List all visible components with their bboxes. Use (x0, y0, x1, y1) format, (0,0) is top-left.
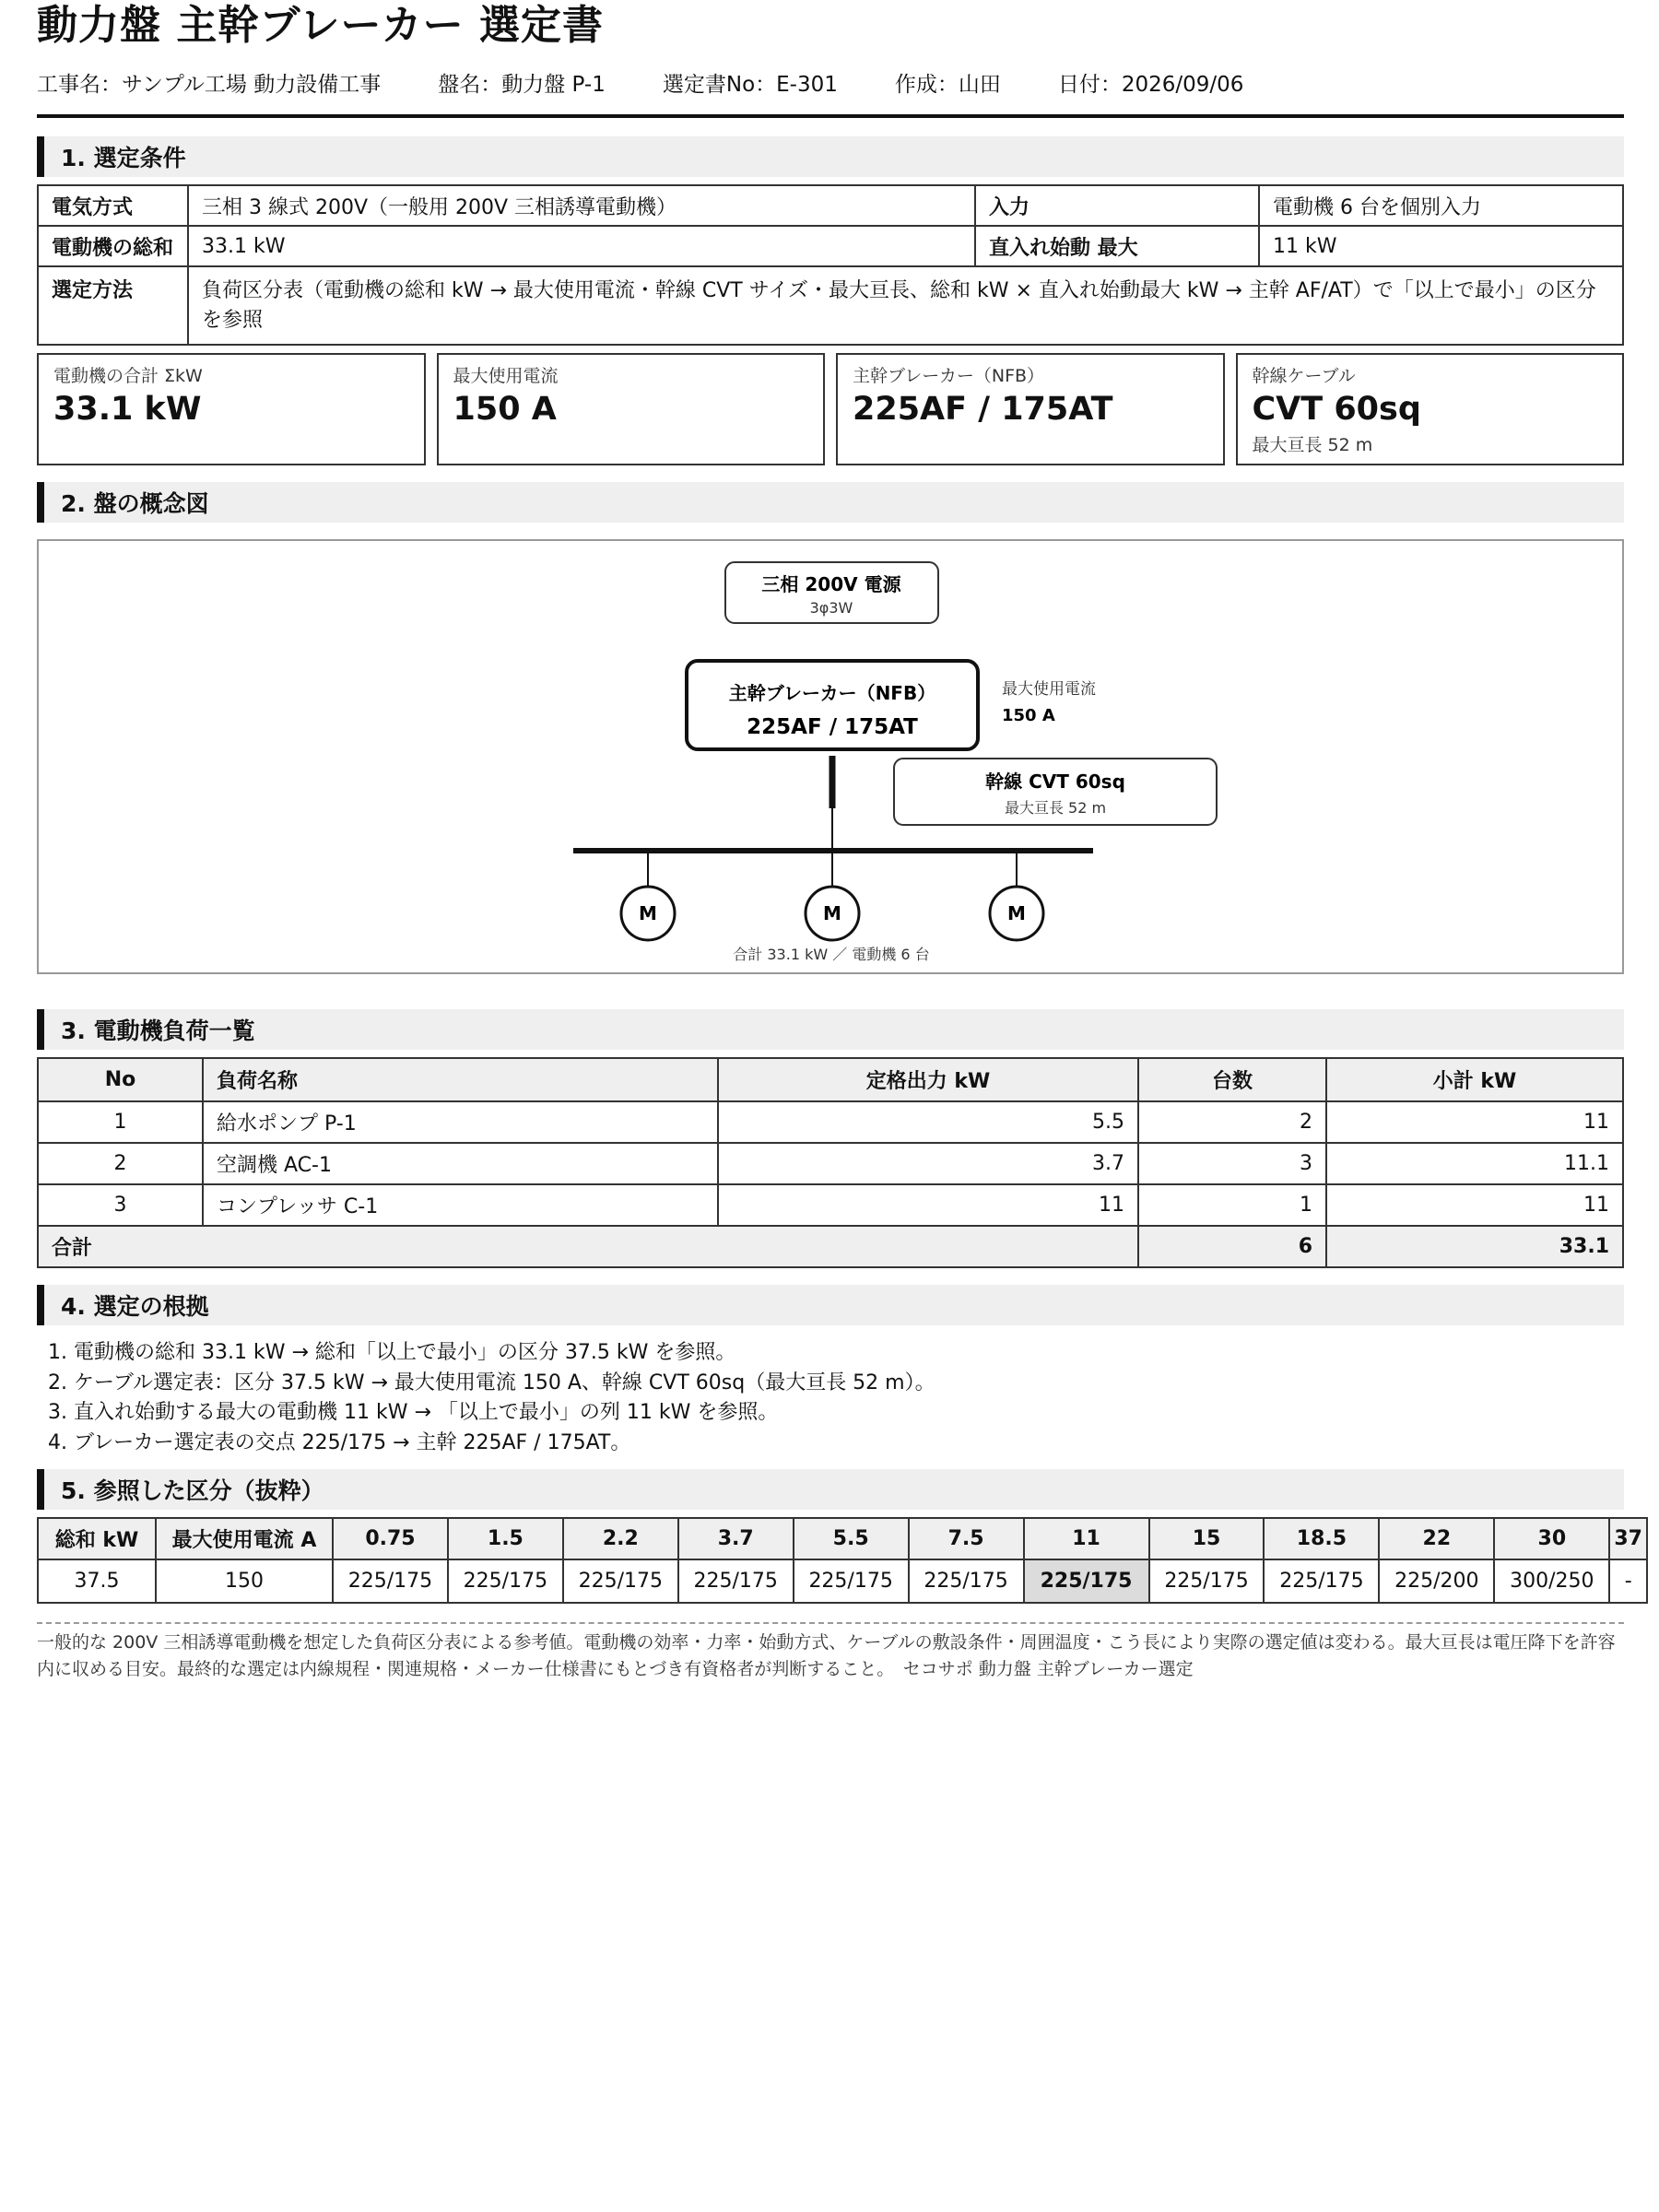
ref-cell: 225/175 (1149, 1559, 1265, 1603)
kpi-value: 225AF / 175AT (853, 391, 1113, 428)
load-table (37, 1057, 1624, 1268)
conditions-row (38, 266, 1623, 345)
main-breaker-title: 主幹ブレーカー（NFB） (728, 682, 936, 704)
table-total-row (38, 1226, 1623, 1267)
ref-cell: 225/200 (1379, 1559, 1494, 1603)
condition-value: 負荷区分表（電動機の総和 kW → 最大使用電流・幹線 CVT サイズ・最大亘長、総和 kW × 直入れ始動最大 kW → 主幹 AF/AT）で「以上で最小」の区分を参照 (188, 266, 1623, 345)
ref-cell-selected: 225/175 (1024, 1559, 1149, 1603)
condition-value: 33.1 kW (188, 226, 975, 266)
table-row (38, 1184, 1623, 1226)
panel-diagram (37, 539, 1624, 974)
motor-label: M (1007, 902, 1026, 924)
ref-cell: 225/175 (909, 1559, 1024, 1603)
ref-cell: 150 (156, 1559, 333, 1603)
condition-value: 三相 3 線式 200V（一般用 200V 三相誘導電動機） (188, 185, 975, 226)
list-item: 3. 直入れ始動する最大の電動機 11 kW → 「以上で最小」の列 11 kW を参照。 (74, 1398, 1624, 1429)
column-header: 最大使用電流 A (156, 1518, 333, 1559)
ref-cell: 225/175 (794, 1559, 909, 1603)
conditions-table (37, 184, 1624, 346)
max-current-value: 150 A (1002, 706, 1055, 725)
column-header: 0.75 (333, 1518, 448, 1559)
kpi-label: 電動機の合計 ΣkW (53, 366, 203, 386)
column-header: 定格出力 kW (718, 1058, 1138, 1101)
cell-no: 1 (38, 1101, 203, 1143)
table-row (38, 1101, 1623, 1143)
condition-value: 電動機 6 台を個別入力 (1259, 185, 1623, 226)
ref-cell: - (1609, 1559, 1647, 1603)
ref-cell: 225/175 (448, 1559, 563, 1603)
meta-author: 作成：山田 (894, 72, 1001, 97)
list-item: 2. ケーブル選定表：区分 37.5 kW → 最大使用電流 150 A、幹線 CVT 60sq（最大亘長 52 m）。 (74, 1369, 1624, 1399)
section-heading-reference: 5. 参照した区分（抜粋） (37, 1469, 1624, 1510)
ref-cell: 225/175 (563, 1559, 678, 1603)
cell-load-name: 空調機 AC-1 (203, 1143, 718, 1184)
kpi-label: 最大使用電流 (453, 366, 559, 386)
cell-subtotal: 11.1 (1326, 1143, 1623, 1184)
kpi-card-trunk-cable (1236, 353, 1625, 465)
column-header: 11 (1024, 1518, 1149, 1559)
condition-label: 入力 (975, 185, 1259, 226)
ref-cell: 300/250 (1494, 1559, 1609, 1603)
section-heading-diagram: 2. 盤の概念図 (37, 482, 1624, 523)
load-table-header (38, 1058, 1623, 1101)
total-label: 合計 (38, 1226, 1138, 1267)
reference-header-row (38, 1518, 1647, 1559)
cell-load-name: 給水ポンプ P-1 (203, 1101, 718, 1143)
column-header: 3.7 (678, 1518, 794, 1559)
document-title: 動力盤 主幹ブレーカー 選定書 (37, 2, 604, 49)
column-header: 1.5 (448, 1518, 563, 1559)
max-current-label: 最大使用電流 (1002, 680, 1096, 699)
condition-label: 電気方式 (38, 185, 188, 226)
kpi-label: 主幹ブレーカー（NFB） (853, 366, 1045, 386)
table-row (38, 1143, 1623, 1184)
column-header: 15 (1149, 1518, 1265, 1559)
condition-label: 選定方法 (38, 266, 188, 345)
column-header: 5.5 (794, 1518, 909, 1559)
document-page (37, 0, 1642, 1683)
ref-cell: 225/175 (333, 1559, 448, 1603)
list-item: 1. 電動機の総和 33.1 kW → 総和「以上で最小」の区分 37.5 kW を参照。 (74, 1338, 1624, 1369)
column-header: 18.5 (1264, 1518, 1379, 1559)
column-header: 37 (1609, 1518, 1647, 1559)
diagram-caption: 合計 33.1 kW ／ 電動機 6 台 (733, 946, 930, 963)
kpi-note: 最大亘長 52 m (1252, 435, 1373, 455)
conditions-row (38, 226, 1623, 266)
kpi-card-max-current (437, 353, 826, 465)
cell-no: 2 (38, 1143, 203, 1184)
column-header: No (38, 1058, 203, 1101)
section-heading-load-list: 3. 電動機負荷一覧 (37, 1009, 1624, 1050)
cell-no: 3 (38, 1184, 203, 1226)
trunk-cable-sub: 最大亘長 52 m (1004, 799, 1107, 817)
column-header: 台数 (1138, 1058, 1326, 1101)
kpi-cards (37, 353, 1624, 465)
kpi-label: 幹線ケーブル (1252, 366, 1356, 386)
cell-subtotal: 11 (1326, 1184, 1623, 1226)
condition-label: 直入れ始動 最大 (975, 226, 1259, 266)
cell-rated-kw: 3.7 (718, 1143, 1138, 1184)
table-row (38, 1559, 1647, 1603)
cell-subtotal: 11 (1326, 1101, 1623, 1143)
kpi-card-total-kw (37, 353, 426, 465)
column-header: 小計 kW (1326, 1058, 1623, 1101)
cell-rated-kw: 5.5 (718, 1101, 1138, 1143)
column-header: 2.2 (563, 1518, 678, 1559)
kpi-value: 33.1 kW (53, 391, 202, 428)
panel-diagram-svg (39, 541, 1622, 969)
total-count: 6 (1138, 1226, 1326, 1267)
column-header: 総和 kW (38, 1518, 156, 1559)
column-header: 負荷名称 (203, 1058, 718, 1101)
cell-load-name: コンプレッサ C-1 (203, 1184, 718, 1226)
power-source-sub: 3φ3W (809, 599, 853, 617)
ref-cell: 225/175 (1264, 1559, 1379, 1603)
cell-rated-kw: 11 (718, 1184, 1138, 1226)
condition-label: 電動機の総和 (38, 226, 188, 266)
list-item: 4. ブレーカー選定表の交点 225/175 → 主幹 225AF / 175AT。 (74, 1429, 1624, 1459)
cell-count: 3 (1138, 1143, 1326, 1184)
ref-cell: 37.5 (38, 1559, 156, 1603)
meta-doc-no: 選定書No：E-301 (662, 72, 838, 97)
selection-basis-list (37, 1338, 1624, 1458)
column-header: 30 (1494, 1518, 1609, 1559)
kpi-value: CVT 60sq (1252, 391, 1421, 428)
cell-count: 2 (1138, 1101, 1326, 1143)
conditions-row (38, 185, 1623, 226)
document-meta (37, 50, 1624, 114)
kpi-card-main-breaker (836, 353, 1225, 465)
ref-cell: 225/175 (678, 1559, 794, 1603)
column-header: 22 (1379, 1518, 1494, 1559)
meta-date: 日付：2026/09/06 (1057, 72, 1244, 97)
reference-table (37, 1517, 1648, 1604)
meta-project: 工事名：サンプル工場 動力設備工事 (37, 72, 382, 97)
cell-count: 1 (1138, 1184, 1326, 1226)
motor-label: M (639, 902, 657, 924)
title-rule (37, 114, 1624, 118)
condition-value: 11 kW (1259, 226, 1623, 266)
column-header: 7.5 (909, 1518, 1024, 1559)
trunk-cable-title: 幹線 CVT 60sq (985, 771, 1125, 793)
total-sum: 33.1 (1326, 1226, 1623, 1267)
kpi-value: 150 A (453, 391, 557, 428)
section-heading-basis: 4. 選定の根拠 (37, 1285, 1624, 1325)
section-heading-conditions: 1. 選定条件 (37, 136, 1624, 177)
meta-panel: 盤名：動力盤 P-1 (438, 72, 606, 97)
main-breaker-value: 225AF / 175AT (747, 715, 918, 739)
power-source-title: 三相 200V 電源 (761, 573, 901, 595)
footnote: 一般的な 200V 三相誘導電動機を想定した負荷区分表による参考値。電動機の効率・力率・始動方式、ケーブルの敷設条件・周囲温度・こう長により実際の選定値は変わる。最大亘長は電圧降下を許容内に収める目安。最終的な選定は内線規程・関連規格・メーカー仕様書にもとづき有資格者が判断すること。 セコサポ 動力盤 主幹ブレーカー選定 (37, 1622, 1624, 1683)
motor-label: M (823, 902, 841, 924)
